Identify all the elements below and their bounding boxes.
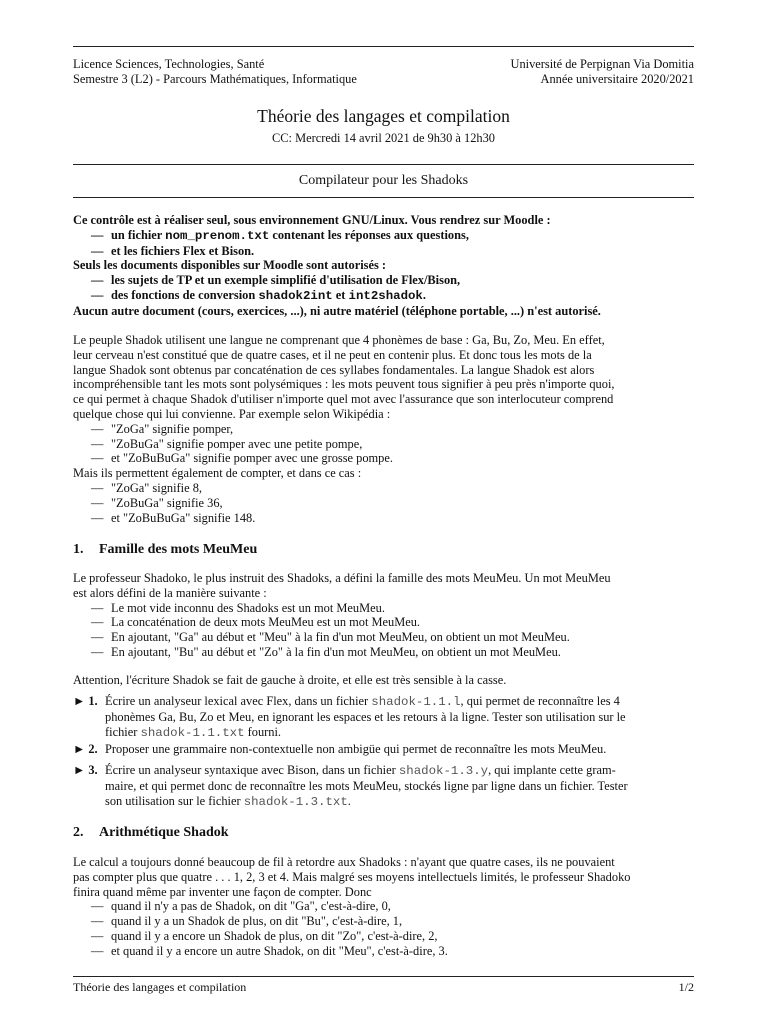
header-right-1: Université de Perpignan Via Domitia (510, 57, 694, 71)
footer-title: Théorie des langages et compilation (73, 980, 247, 994)
text-line: ce qui permet à chaque Shadok d'utiliser n'importe quel mot avec l'assurance que son interlocuteur comprend (73, 392, 614, 407)
header-line-2 (73, 72, 694, 87)
instruction-item: — un fichier nom_prenom.txt contenant les réponses aux questions, (91, 227, 469, 243)
filename: shadok-1.3.txt (243, 794, 348, 809)
example-item: — et "ZoBuBuGa" signifie pomper avec une grosse pompe. (91, 451, 393, 466)
section-1-intro (73, 571, 694, 660)
question-3: ► 3. Écrire un analyseur syntaxique avec Bison, dans un fichier shadok-1.3.y, qui implante cette gram- maire, et qui permet donc de reconnaître les mots MeuMeu, stockés ligne par ligne dans un fichier. Tester son utilisation sur le fichier shadok-1.3.txt. (73, 763, 628, 809)
text-line: Mais ils permettent également de compter, et dans ce cas : (73, 466, 362, 481)
subtitle-rule-bottom (73, 197, 694, 198)
instruction-item: — les sujets de TP et un exemple simplifié d'utilisation de Flex/Bison, (91, 273, 461, 288)
text-line: Le peuple Shadok utilisent une langue ne comprenant que 4 phonèmes de base : Ga, Bu, Zo, Meu. En effet, (73, 333, 605, 347)
subtitle-rule-top (73, 164, 694, 165)
section-2-body (73, 855, 694, 959)
text-line: finira quand même par inventer une façon de compter. Donc (73, 884, 372, 899)
intro-paragraph (73, 333, 694, 525)
top-rule (73, 46, 694, 47)
question-marker: ► 3. (73, 763, 98, 777)
text-line: est alors défini de la manière suivante : (73, 585, 267, 600)
instruction-item: — et les fichiers Flex et Bison. (91, 243, 255, 258)
function-name: shadok2int (258, 288, 333, 303)
rule-item: — Le mot vide inconnu des Shadoks est un mot MeuMeu. (91, 600, 385, 615)
instruction-item: — des fonctions de conversion shadok2int et int2shadok. (91, 287, 426, 303)
instructions (73, 213, 694, 319)
page-title: Théorie des langages et compilation (257, 106, 510, 126)
page-number: 1/2 (678, 980, 694, 994)
question-marker: ► 1. (73, 694, 98, 708)
question-1: ► 1. Écrire un analyseur lexical avec Flex, dans un fichier shadok-1.1.l, qui permet de reconnaître les 4 phonèmes Ga, Bu, Zo et Meu, en ignorant les espaces et les retours à la ligne. Tester son utilisation sur le fichier shadok-1.1.txt fourni. (73, 694, 626, 740)
filename: nom_prenom.txt (165, 228, 270, 243)
text-line: quelque chose qui lui convienne. Par exemple selon Wikipédia : (73, 406, 391, 421)
page-footer (73, 980, 694, 995)
filename: shadok-1.3.y (398, 764, 489, 778)
instruction-line: Ce contrôle est à réaliser seul, sous environnement GNU/Linux. Vous rendrez sur Moodle : (73, 213, 551, 227)
example-item: — "ZoGa" signifie pomper, (91, 421, 234, 436)
filename: shadok-1.1.txt (140, 725, 245, 740)
header-left-2: Semestre 3 (L2) - Parcours Mathématiques, Informatique (73, 72, 357, 86)
instruction-line: Seuls les documents disponibles sur Moodle sont autorisés : (73, 258, 387, 273)
text-line: pas compter plus que quatre . . . 1, 2, 3 et 4. Mais malgré ses moyens intellectuels limités, le professeur Shadoko (73, 869, 631, 884)
text-line: incompréhensible tant les mots sont polysémiques : les mots peuvent tous signifier à peu près n'importe quoi, (73, 377, 615, 392)
text-line: Le professeur Shadoko, le plus instruit des Shadoks, a défini la famille des mots MeuMeu. Un mot MeuMeu (73, 571, 611, 585)
exam-date: CC: Mercredi 14 avril 2021 de 9h30 à 12h30 (272, 131, 495, 145)
rule-item: — La concaténation de deux mots MeuMeu est un mot MeuMeu. (91, 615, 421, 630)
text-line: Le calcul a toujours donné beaucoup de fil à retordre aux Shadoks : n'ayant que quatre cases, ils ne pouvaient (73, 855, 615, 869)
footer-rule (73, 976, 694, 977)
section-1-title: 1. Famille des mots MeuMeu (73, 542, 258, 557)
instruction-line: Aucun autre document (cours, exercices, ...), ni autre matériel (téléphone portable, ...) n'est autorisé. (73, 303, 601, 318)
count-item: — quand il y a un Shadok de plus, on dit "Bu", c'est-à-dire, 1, (91, 914, 403, 929)
subtitle: Compilateur pour les Shadoks (298, 173, 469, 188)
example-item: — et "ZoBuBuGa" signifie 148. (91, 510, 256, 525)
example-item: — "ZoBuGa" signifie pomper avec une petite pompe, (91, 436, 363, 451)
question-marker: ► 2. (73, 742, 98, 756)
section-2-title: 2. Arithmétique Shadok (73, 825, 229, 840)
title-block (73, 106, 694, 146)
text-line: langue Shadok sont obtenus par concaténation de ces syllabes fondamentales. La langue Shadok est alors (73, 362, 595, 377)
count-item: — quand il n'y a pas de Shadok, on dit "Ga", c'est-à-dire, 0, (91, 899, 391, 914)
header-line-1 (73, 57, 694, 72)
count-item: — et quand il y a encore un autre Shadok, on dit "Meu", c'est-à-dire, 3. (91, 943, 448, 958)
function-name: int2shadok (348, 288, 423, 303)
header-right-2: Année universitaire 2020/2021 (540, 72, 694, 86)
filename: shadok-1.1.l (371, 695, 461, 709)
question-2: ► 2. Proposer une grammaire non-contextuelle non ambigüe qui permet de reconnaître les mots MeuMeu. (73, 742, 607, 756)
rule-item: — En ajoutant, "Bu" au début et "Zo" à la fin d'un mot MeuMeu, on obtient un mot MeuMeu. (91, 644, 561, 659)
rule-item: — En ajoutant, "Ga" au début et "Meu" à la fin d'un mot MeuMeu, on obtient un mot MeuMeu. (91, 630, 570, 645)
example-item: — "ZoGa" signifie 8, (91, 480, 202, 495)
header-left-1: Licence Sciences, Technologies, Santé (73, 57, 265, 71)
example-item: — "ZoBuGa" signifie 36, (91, 495, 223, 510)
attention-note: Attention, l'écriture Shadok se fait de gauche à droite, et elle est très sensible à la casse. (73, 673, 507, 687)
text-line: leur cerveau n'est constitué que de quatre cases, et il ne peut en contenir plus. Et donc tous les mots de la (73, 347, 592, 362)
count-item: — quand il y a encore un Shadok de plus, on dit "Zo", c'est-à-dire, 2, (91, 928, 438, 943)
